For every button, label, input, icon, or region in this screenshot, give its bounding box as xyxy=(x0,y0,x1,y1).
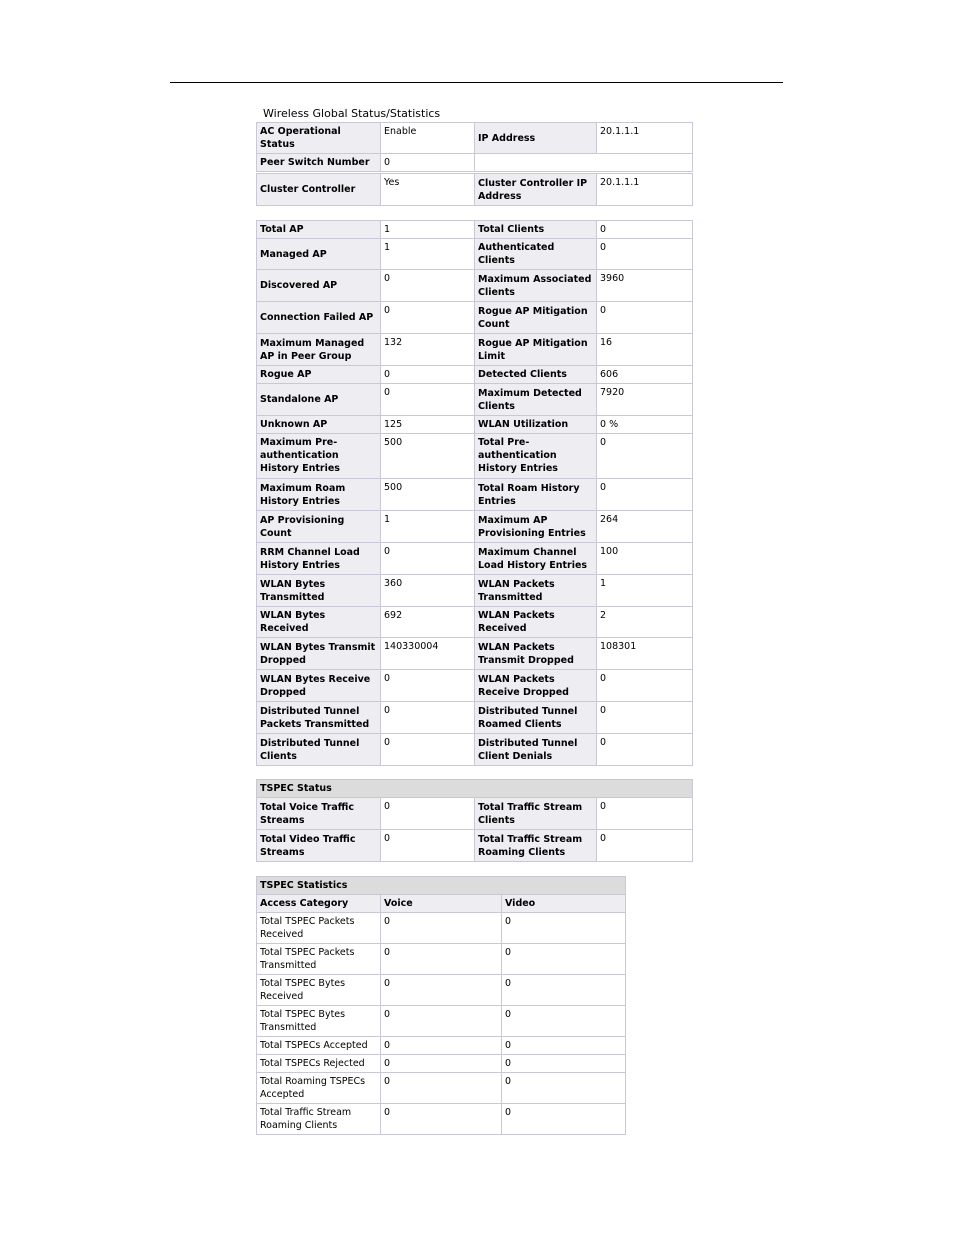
voice-value: 0 xyxy=(381,913,502,944)
field-value: 108301 xyxy=(597,638,693,670)
row-label: Total TSPEC Packets Received xyxy=(257,913,381,944)
field-value: 0 xyxy=(381,830,475,862)
field-label: IP Address xyxy=(475,123,597,154)
field-label: Total Clients xyxy=(475,221,597,239)
video-value: 0 xyxy=(502,1104,626,1135)
field-label: Rogue AP xyxy=(257,366,381,384)
field-label: Total AP xyxy=(257,221,381,239)
voice-value: 0 xyxy=(381,975,502,1006)
table-row xyxy=(257,511,693,543)
field-label: Maximum Detected Clients xyxy=(475,384,597,416)
voice-value: 0 xyxy=(381,1104,502,1135)
field-value: 1 xyxy=(381,239,475,270)
field-label: Cluster Controller xyxy=(257,174,381,206)
page-header-rule xyxy=(170,82,783,83)
field-value: 2 xyxy=(597,607,693,638)
field-value: 1 xyxy=(381,221,475,239)
ap-clients-table xyxy=(256,220,693,575)
video-value: 0 xyxy=(502,913,626,944)
field-value: 0 xyxy=(381,270,475,302)
table-row xyxy=(257,434,693,479)
table-row xyxy=(257,1055,626,1073)
field-value: 0 xyxy=(381,366,475,384)
table-row xyxy=(257,239,693,270)
field-value: 0 xyxy=(597,302,693,334)
table-row xyxy=(257,944,626,975)
table-row xyxy=(257,479,693,511)
field-label: RRM Channel Load History Entries xyxy=(257,543,381,575)
video-value: 0 xyxy=(502,1006,626,1037)
field-value: 500 xyxy=(381,479,475,511)
field-value: 0 xyxy=(597,830,693,862)
field-label: Distributed Tunnel Clients xyxy=(257,734,381,766)
field-label: Rogue AP Mitigation Count xyxy=(475,302,597,334)
field-label: Peer Switch Number xyxy=(257,154,381,172)
field-value: 125 xyxy=(381,416,475,434)
wlan-traffic-table xyxy=(256,574,693,702)
field-value: Enable xyxy=(381,123,475,154)
table-row xyxy=(257,384,693,416)
table-row xyxy=(257,334,693,366)
table-header-row xyxy=(257,877,626,895)
video-value: 0 xyxy=(502,944,626,975)
cluster-table xyxy=(256,173,693,206)
section-header: TSPEC Status xyxy=(257,780,693,798)
video-value: 0 xyxy=(502,975,626,1006)
field-label: Authenticated Clients xyxy=(475,239,597,270)
field-label: Total Roam History Entries xyxy=(475,479,597,511)
table-row xyxy=(257,366,693,384)
table-row xyxy=(257,543,693,575)
tspec-statistics-table xyxy=(256,876,626,1135)
field-value: 1 xyxy=(597,575,693,607)
table-row xyxy=(257,302,693,334)
field-value: 500 xyxy=(381,434,475,479)
field-value: 692 xyxy=(381,607,475,638)
field-value: 606 xyxy=(597,366,693,384)
field-value: 0 xyxy=(597,798,693,830)
table-row xyxy=(257,734,693,766)
field-value: 0 xyxy=(381,302,475,334)
field-value: 0 xyxy=(597,702,693,734)
field-label: AP Provisioning Count xyxy=(257,511,381,543)
field-value: 0 xyxy=(597,479,693,511)
field-label: Maximum Roam History Entries xyxy=(257,479,381,511)
voice-value: 0 xyxy=(381,1006,502,1037)
row-label: Total TSPEC Packets Transmitted xyxy=(257,944,381,975)
field-label: Unknown AP xyxy=(257,416,381,434)
field-value: 20.1.1.1 xyxy=(597,174,693,206)
field-label: Maximum AP Provisioning Entries xyxy=(475,511,597,543)
field-label: Connection Failed AP xyxy=(257,302,381,334)
field-label: WLAN Bytes Transmitted xyxy=(257,575,381,607)
table-row xyxy=(257,123,693,154)
field-label: AC Operational Status xyxy=(257,123,381,154)
table-row xyxy=(257,670,693,702)
field-value: 20.1.1.1 xyxy=(597,123,693,154)
field-label: WLAN Packets Transmitted xyxy=(475,575,597,607)
table-row xyxy=(257,638,693,670)
field-value: 132 xyxy=(381,334,475,366)
field-label: WLAN Bytes Transmit Dropped xyxy=(257,638,381,670)
empty-cell xyxy=(475,154,693,172)
row-label: Total TSPECs Accepted xyxy=(257,1037,381,1055)
field-label: Discovered AP xyxy=(257,270,381,302)
field-label: Distributed Tunnel Packets Transmitted xyxy=(257,702,381,734)
field-value: 0 xyxy=(381,543,475,575)
field-value: 16 xyxy=(597,334,693,366)
table-row xyxy=(257,575,693,607)
field-label: Managed AP xyxy=(257,239,381,270)
table-row xyxy=(257,975,626,1006)
field-value: 0 xyxy=(381,702,475,734)
page-title: Wireless Global Status/Statistics xyxy=(263,107,441,120)
section-header: TSPEC Statistics xyxy=(257,877,626,895)
field-value: 264 xyxy=(597,511,693,543)
voice-value: 0 xyxy=(381,1055,502,1073)
table-row xyxy=(257,1037,626,1055)
table-row xyxy=(257,154,693,172)
video-value: 0 xyxy=(502,1073,626,1104)
field-value: 0 % xyxy=(597,416,693,434)
table-row xyxy=(257,174,693,206)
field-label: Detected Clients xyxy=(475,366,597,384)
field-label: Total Pre-authentication History Entries xyxy=(475,434,597,479)
field-label: Maximum Managed AP in Peer Group xyxy=(257,334,381,366)
field-value: 0 xyxy=(381,734,475,766)
video-value: 0 xyxy=(502,1055,626,1073)
column-header: Video xyxy=(502,895,626,913)
table-row xyxy=(257,221,693,239)
field-label: WLAN Bytes Receive Dropped xyxy=(257,670,381,702)
field-value: 100 xyxy=(597,543,693,575)
field-label: Total Video Traffic Streams xyxy=(257,830,381,862)
field-value: 7920 xyxy=(597,384,693,416)
field-value: 0 xyxy=(597,239,693,270)
table-row xyxy=(257,607,693,638)
field-value: 0 xyxy=(381,798,475,830)
table-row xyxy=(257,1006,626,1037)
field-label: WLAN Bytes Received xyxy=(257,607,381,638)
field-label: Cluster Controller IP Address xyxy=(475,174,597,206)
distributed-tunnel-table xyxy=(256,701,693,766)
field-label: WLAN Utilization xyxy=(475,416,597,434)
field-value: 0 xyxy=(381,670,475,702)
ac-status-table xyxy=(256,122,693,172)
field-label: Maximum Channel Load History Entries xyxy=(475,543,597,575)
row-label: Total Traffic Stream Roaming Clients xyxy=(257,1104,381,1135)
table-row xyxy=(257,798,693,830)
field-label: Total Traffic Stream Roaming Clients xyxy=(475,830,597,862)
column-header: Voice xyxy=(381,895,502,913)
voice-value: 0 xyxy=(381,1073,502,1104)
table-row xyxy=(257,416,693,434)
table-row xyxy=(257,830,693,862)
voice-value: 0 xyxy=(381,1037,502,1055)
field-label: Maximum Associated Clients xyxy=(475,270,597,302)
row-label: Total TSPEC Bytes Transmitted xyxy=(257,1006,381,1037)
field-value: 1 xyxy=(381,511,475,543)
field-label: Standalone AP xyxy=(257,384,381,416)
field-value: 3960 xyxy=(597,270,693,302)
table-row xyxy=(257,913,626,944)
row-label: Total TSPEC Bytes Received xyxy=(257,975,381,1006)
field-label: WLAN Packets Receive Dropped xyxy=(475,670,597,702)
field-value: 0 xyxy=(597,221,693,239)
field-label: WLAN Packets Transmit Dropped xyxy=(475,638,597,670)
field-label: Total Voice Traffic Streams xyxy=(257,798,381,830)
field-label: Distributed Tunnel Roamed Clients xyxy=(475,702,597,734)
field-value: 360 xyxy=(381,575,475,607)
field-value: 0 xyxy=(597,670,693,702)
table-row xyxy=(257,270,693,302)
column-header-row xyxy=(257,895,626,913)
column-header: Access Category xyxy=(257,895,381,913)
field-value: 0 xyxy=(381,154,475,172)
row-label: Total TSPECs Rejected xyxy=(257,1055,381,1073)
field-value: 0 xyxy=(597,734,693,766)
field-value: 0 xyxy=(597,434,693,479)
voice-value: 0 xyxy=(381,944,502,975)
field-label: WLAN Packets Received xyxy=(475,607,597,638)
row-label: Total Roaming TSPECs Accepted xyxy=(257,1073,381,1104)
video-value: 0 xyxy=(502,1037,626,1055)
field-value: Yes xyxy=(381,174,475,206)
tspec-status-table xyxy=(256,779,693,862)
field-label: Distributed Tunnel Client Denials xyxy=(475,734,597,766)
field-value: 140330004 xyxy=(381,638,475,670)
field-label: Maximum Pre-authentication History Entries xyxy=(257,434,381,479)
table-row xyxy=(257,1073,626,1104)
table-header-row xyxy=(257,780,693,798)
field-value: 0 xyxy=(381,384,475,416)
field-label: Rogue AP Mitigation Limit xyxy=(475,334,597,366)
field-label: Total Traffic Stream Clients xyxy=(475,798,597,830)
table-row xyxy=(257,702,693,734)
table-row xyxy=(257,1104,626,1135)
